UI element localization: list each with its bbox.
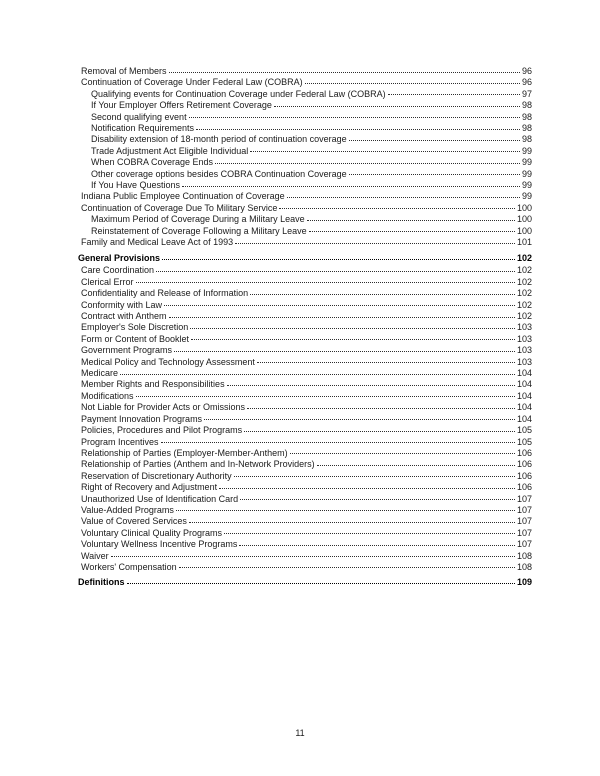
toc-entry	[78, 516, 532, 527]
toc-entry-label: Reinstatement of Coverage Following a Military Leave	[91, 225, 307, 236]
dot-leader	[227, 385, 515, 386]
toc-entry-label: Notification Requirements	[91, 123, 195, 134]
toc-entry-label: General Provisions	[78, 252, 161, 263]
toc-entry	[78, 379, 532, 390]
toc-entry-label: Family and Medical Leave Act of 1993	[81, 237, 234, 248]
toc-entry-label: Modifications	[81, 390, 134, 401]
toc-entry	[78, 203, 532, 214]
toc-entry-page: 107	[516, 493, 532, 504]
toc-entry-label: Voluntary Clinical Quality Programs	[81, 527, 223, 538]
toc-entry	[78, 562, 532, 573]
toc-entry	[78, 277, 532, 288]
toc-entry-page: 109	[516, 577, 532, 588]
toc-entry-label: Employer's Sole Discretion	[81, 322, 189, 333]
toc-entry	[78, 577, 532, 588]
toc-entry-label: Other coverage options besides COBRA Continuation Coverage	[91, 168, 347, 179]
toc-entry	[78, 494, 532, 505]
dot-leader	[120, 374, 515, 375]
toc-entry	[78, 77, 532, 88]
toc-entry-label: Program Incentives	[81, 436, 159, 447]
toc-entry-page: 103	[516, 322, 532, 333]
toc-entry-label: Government Programs	[81, 345, 173, 356]
toc-entry-label: Definitions	[78, 577, 125, 588]
toc-entry-label: Continuation of Coverage Under Federal Law (COBRA)	[81, 77, 303, 88]
dot-leader	[174, 351, 515, 352]
toc-entry	[78, 425, 532, 436]
toc-entry-page: 99	[521, 168, 532, 179]
dot-leader	[235, 243, 515, 244]
toc-entry-page: 104	[516, 379, 532, 390]
toc-entry-label: Value-Added Programs	[81, 504, 174, 515]
dot-leader	[274, 106, 520, 107]
toc-entry-page: 102	[516, 311, 532, 322]
dot-leader	[161, 442, 515, 443]
dot-leader	[257, 362, 515, 363]
toc-entry-label: Medicare	[81, 368, 119, 379]
toc-entry	[78, 169, 532, 180]
toc-entry	[78, 288, 532, 299]
dot-leader	[244, 431, 515, 432]
toc-entry-page: 108	[516, 561, 532, 572]
table-of-contents	[78, 66, 532, 590]
dot-leader	[136, 282, 515, 283]
toc-entry-label: If You Have Questions	[91, 180, 181, 191]
toc-entry-label: Waiver	[81, 550, 109, 561]
toc-entry-page: 102	[516, 276, 532, 287]
toc-entry-page: 98	[521, 134, 532, 145]
toc-entry-label: When COBRA Coverage Ends	[91, 157, 214, 168]
toc-entry-page: 99	[521, 180, 532, 191]
dot-leader	[279, 208, 515, 209]
toc-entry-page: 99	[521, 145, 532, 156]
dot-leader	[204, 419, 515, 420]
toc-entry	[78, 66, 532, 77]
toc-entry-label: Maximum Period of Coverage During a Military Leave	[91, 214, 305, 225]
toc-entry	[78, 437, 532, 448]
toc-entry-page: 99	[521, 191, 532, 202]
toc-entry	[78, 471, 532, 482]
toc-entry-page: 106	[516, 459, 532, 470]
toc-entry-page: 106	[516, 447, 532, 458]
dot-leader	[239, 545, 515, 546]
toc-entry	[78, 311, 532, 322]
toc-entry	[78, 300, 532, 311]
dot-leader	[317, 465, 515, 466]
toc-entry	[78, 180, 532, 191]
toc-entry-label: Clerical Error	[81, 276, 134, 287]
toc-entry-page: 102	[516, 288, 532, 299]
dot-leader	[290, 453, 515, 454]
dot-leader	[182, 186, 520, 187]
toc-entry-page: 105	[516, 436, 532, 447]
toc-entry	[78, 345, 532, 356]
dot-leader	[169, 317, 515, 318]
toc-entry-page: 101	[516, 237, 532, 248]
dot-leader	[189, 117, 520, 118]
dot-leader	[219, 488, 515, 489]
toc-entry-label: Confidentiality and Release of Information	[81, 288, 249, 299]
toc-entry	[78, 368, 532, 379]
toc-entry-label: Policies, Procedures and Pilot Programs	[81, 425, 243, 436]
toc-entry	[78, 265, 532, 276]
toc-entry-page: 97	[521, 88, 532, 99]
toc-entry	[78, 226, 532, 237]
toc-entry	[78, 459, 532, 470]
toc-entry	[78, 191, 532, 202]
dot-leader	[250, 294, 515, 295]
toc-entry-label: Indiana Public Employee Continuation of Coverage	[81, 191, 285, 202]
toc-entry-label: If Your Employer Offers Retirement Coverage	[91, 100, 272, 111]
toc-entry	[78, 237, 532, 248]
toc-entry	[78, 89, 532, 100]
toc-entry	[78, 402, 532, 413]
dot-leader	[111, 556, 515, 557]
toc-entry-page: 98	[521, 123, 532, 134]
toc-entry-page: 100	[516, 214, 532, 225]
toc-entry-page: 107	[516, 527, 532, 538]
toc-entry	[78, 123, 532, 134]
toc-entry-page: 98	[521, 100, 532, 111]
toc-entry-page: 98	[521, 111, 532, 122]
toc-entry	[78, 146, 532, 157]
toc-entry	[78, 214, 532, 225]
dot-leader	[349, 140, 520, 141]
toc-entry	[78, 334, 532, 345]
toc-entry-page: 107	[516, 539, 532, 550]
toc-entry	[78, 253, 532, 264]
toc-entry	[78, 100, 532, 111]
toc-entry-label: Qualifying events for Continuation Coverage under Federal Law (COBRA)	[91, 88, 386, 99]
dot-leader	[191, 339, 515, 340]
toc-entry-page: 102	[516, 265, 532, 276]
dot-leader	[169, 72, 520, 73]
toc-entry-page: 107	[516, 504, 532, 515]
toc-entry-page: 100	[516, 202, 532, 213]
toc-entry-page: 104	[516, 368, 532, 379]
dot-leader	[250, 151, 520, 152]
dot-leader	[189, 522, 515, 523]
toc-entry	[78, 357, 532, 368]
toc-entry-page: 103	[516, 333, 532, 344]
toc-entry-label: Continuation of Coverage Due To Military Service	[81, 202, 278, 213]
toc-entry-page: 102	[516, 299, 532, 310]
dot-leader	[309, 231, 515, 232]
toc-entry-label: Disability extension of 18-month period of continuation coverage	[91, 134, 347, 145]
toc-entry-label: Voluntary Wellness Incentive Programs	[81, 539, 238, 550]
toc-entry-page: 106	[516, 482, 532, 493]
toc-entry	[78, 539, 532, 550]
toc-entry	[78, 414, 532, 425]
toc-entry-page: 100	[516, 225, 532, 236]
toc-entry-label: Removal of Members	[81, 66, 167, 76]
dot-leader	[287, 197, 520, 198]
dot-leader	[224, 533, 515, 534]
toc-entry-label: Not Liable for Provider Acts or Omissions	[81, 402, 246, 413]
dot-leader	[156, 271, 515, 272]
toc-entry-page: 107	[516, 516, 532, 527]
dot-leader	[190, 328, 515, 329]
dot-leader	[162, 259, 515, 260]
toc-entry-page: 104	[516, 390, 532, 401]
toc-entry	[78, 134, 532, 145]
toc-entry-page: 104	[516, 413, 532, 424]
toc-entry-label: Value of Covered Services	[81, 516, 187, 527]
toc-entry-label: Member Rights and Responsibilities	[81, 379, 225, 390]
toc-entry-label: Second qualifying event	[91, 111, 187, 122]
toc-entry-page: 105	[516, 425, 532, 436]
toc-entry	[78, 551, 532, 562]
dot-leader	[305, 83, 520, 84]
dot-leader	[388, 94, 520, 95]
toc-entry	[78, 391, 532, 402]
toc-entry-label: Relationship of Parties (Anthem and In-Network Providers)	[81, 459, 315, 470]
dot-leader	[127, 583, 515, 584]
dot-leader	[164, 305, 515, 306]
toc-entry-page: 103	[516, 345, 532, 356]
dot-leader	[247, 408, 515, 409]
dot-leader	[234, 476, 515, 477]
page-footer-number: 11	[295, 728, 305, 738]
toc-entry	[78, 157, 532, 168]
toc-entry-page: 104	[516, 402, 532, 413]
dot-leader	[196, 129, 520, 130]
toc-entry-page: 99	[521, 157, 532, 168]
toc-entry-label: Conformity with Law	[81, 299, 163, 310]
toc-entry-label: Workers' Compensation	[81, 561, 177, 572]
toc-entry-label: Medical Policy and Technology Assessment	[81, 356, 255, 367]
toc-entry-label: Care Coordination	[81, 265, 155, 276]
toc-entry-label: Right of Recovery and Adjustment	[81, 482, 218, 493]
toc-entry	[78, 322, 532, 333]
toc-entry-page: 102	[516, 252, 532, 263]
toc-entry-label: Payment Innovation Programs	[81, 413, 203, 424]
toc-entry-page: 96	[521, 77, 532, 88]
toc-entry-label: Reservation of Discretionary Authority	[81, 470, 232, 481]
toc-entry	[78, 112, 532, 123]
toc-entry	[78, 448, 532, 459]
dot-leader	[307, 220, 515, 221]
toc-entry	[78, 505, 532, 516]
dot-leader	[349, 174, 520, 175]
dot-leader	[179, 567, 515, 568]
toc-entry	[78, 528, 532, 539]
dot-leader	[215, 163, 520, 164]
toc-entry-label: Trade Adjustment Act Eligible Individual	[91, 145, 249, 156]
toc-entry-page: 103	[516, 356, 532, 367]
toc-entry-page: 96	[521, 66, 532, 76]
dot-leader	[136, 396, 515, 397]
dot-leader	[176, 510, 515, 511]
toc-entry-page: 108	[516, 550, 532, 561]
toc-entry-page: 106	[516, 470, 532, 481]
toc-entry	[78, 482, 532, 493]
toc-entry-label: Contract with Anthem	[81, 311, 167, 322]
toc-entry-label: Relationship of Parties (Employer-Member-Anthem)	[81, 447, 288, 458]
dot-leader	[240, 499, 515, 500]
toc-entry-label: Unauthorized Use of Identification Card	[81, 493, 239, 504]
toc-entry-label: Form or Content of Booklet	[81, 333, 190, 344]
